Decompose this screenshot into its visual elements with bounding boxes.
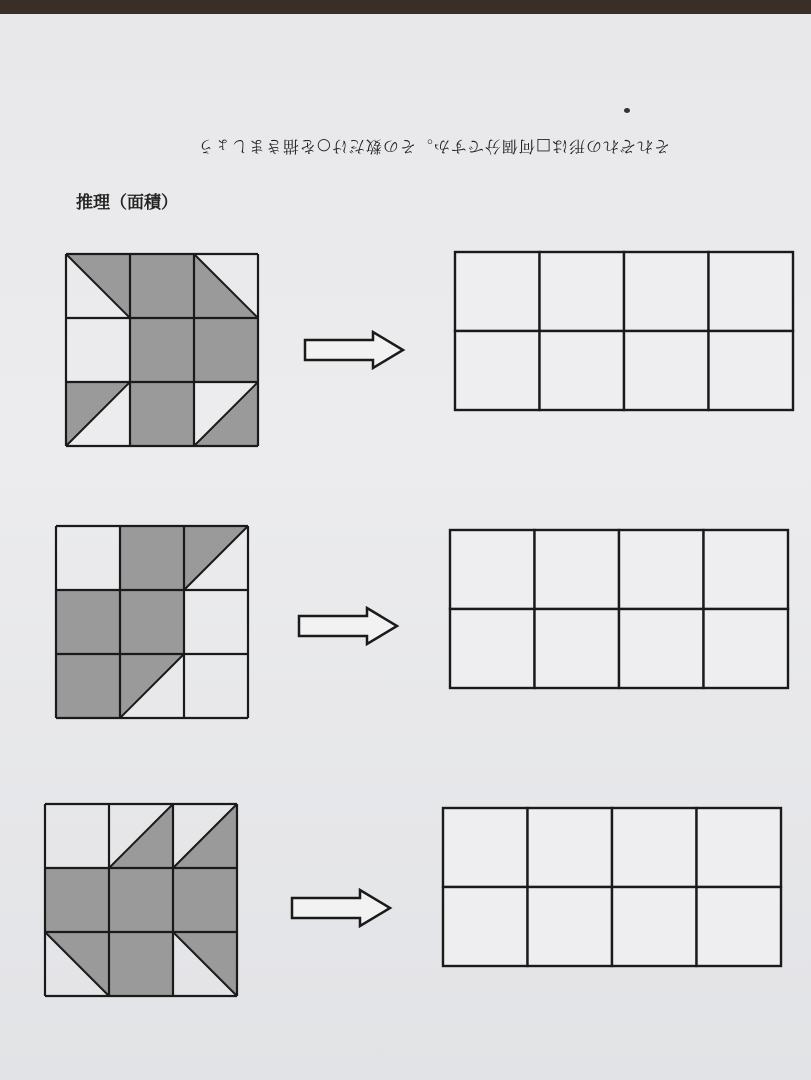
shaded-full [120, 526, 184, 590]
answer-cell[interactable] [540, 331, 625, 410]
shaded-full [120, 590, 184, 654]
answer-cell[interactable] [455, 252, 540, 331]
answer-cell[interactable] [624, 331, 709, 410]
instruction-text: それぞれの形は□何個分ですか。その数だけ○を描きましょう [196, 137, 670, 156]
shaded-full [173, 868, 237, 932]
shaded-full [194, 318, 258, 382]
answer-grid-2[interactable] [448, 528, 790, 694]
arrow-shape [299, 608, 397, 644]
answer-cell[interactable] [443, 887, 528, 966]
answer-cell[interactable] [697, 887, 782, 966]
answer-cell[interactable] [535, 530, 620, 609]
shaded-full [130, 318, 194, 382]
worksheet-title: 推理（面積） [76, 193, 178, 213]
shaded-full [130, 382, 194, 446]
shaded-full [109, 932, 173, 996]
answer-grid-3[interactable] [441, 806, 783, 972]
answer-cell[interactable] [443, 808, 528, 887]
answer-cell[interactable] [612, 808, 697, 887]
shaded-full [45, 868, 109, 932]
answer-cell[interactable] [528, 887, 613, 966]
answer-cell[interactable] [450, 530, 535, 609]
shaded-full [56, 654, 120, 718]
answer-cell[interactable] [619, 530, 704, 609]
right-arrow-icon [290, 888, 394, 932]
right-arrow-icon [303, 330, 407, 374]
puzzle-figure-2 [54, 524, 250, 720]
answer-cell[interactable] [709, 252, 794, 331]
answer-cell[interactable] [612, 887, 697, 966]
shaded-full [56, 590, 120, 654]
arrow-shape [292, 890, 390, 926]
answer-cell[interactable] [624, 252, 709, 331]
answer-cell[interactable] [528, 808, 613, 887]
ink-dot [624, 108, 630, 113]
answer-cell[interactable] [619, 609, 704, 688]
shaded-full [109, 868, 173, 932]
shaded-full [130, 254, 194, 318]
answer-cell[interactable] [709, 331, 794, 410]
answer-cell[interactable] [455, 331, 540, 410]
answer-cell[interactable] [704, 609, 789, 688]
answer-cell[interactable] [697, 808, 782, 887]
puzzle-figure-3 [43, 802, 239, 998]
answer-cell[interactable] [540, 252, 625, 331]
answer-cell[interactable] [450, 609, 535, 688]
answer-cell[interactable] [535, 609, 620, 688]
answer-cell[interactable] [704, 530, 789, 609]
arrow-shape [305, 332, 403, 368]
puzzle-figure-1 [64, 252, 260, 448]
answer-grid-1[interactable] [453, 250, 795, 416]
right-arrow-icon [297, 606, 401, 650]
